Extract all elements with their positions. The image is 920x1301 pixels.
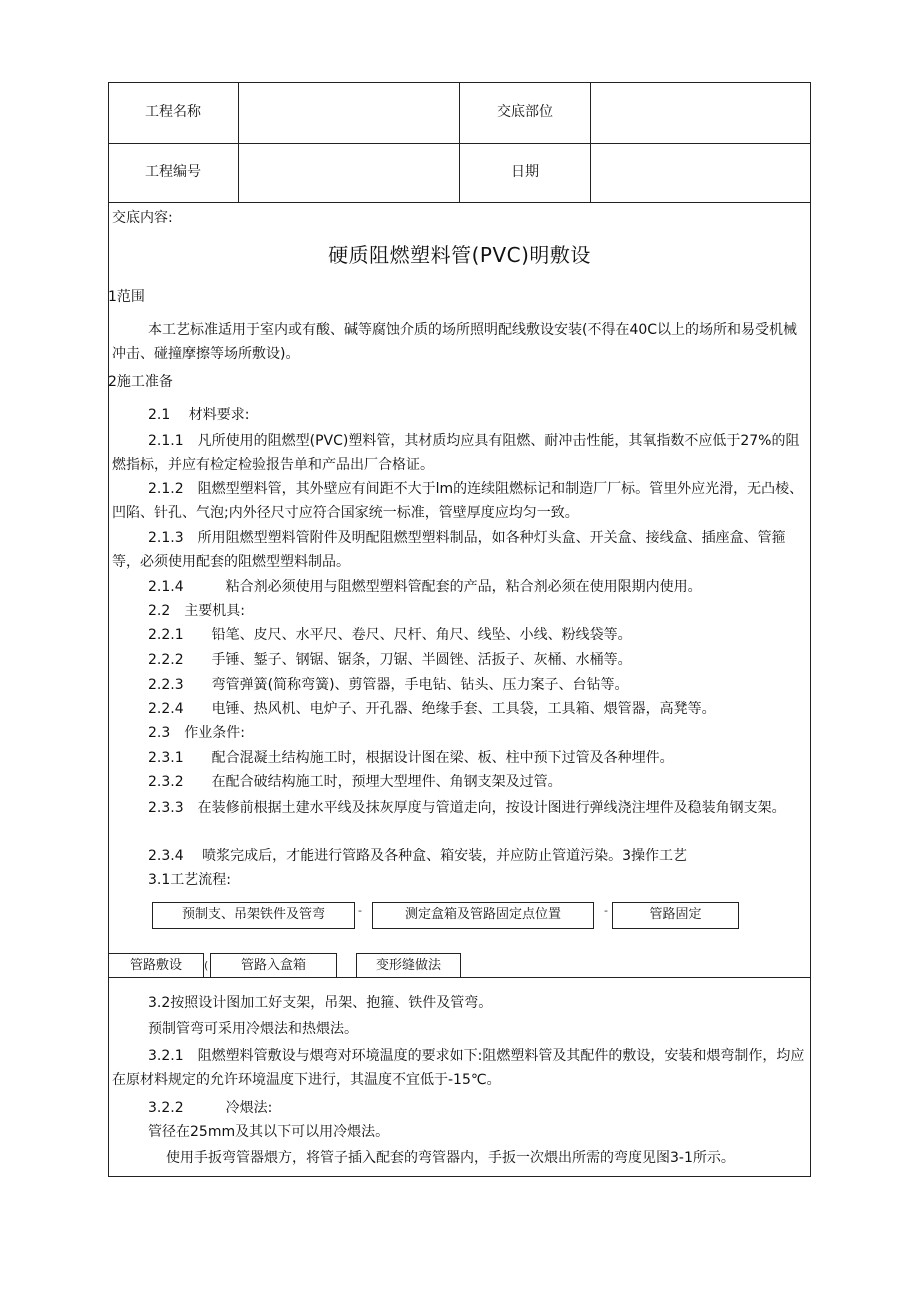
project-name-label: 工程名称: [145, 104, 201, 120]
flow-step-fix: 管路固定: [612, 902, 739, 929]
project-number-label: 工程编号: [145, 164, 201, 180]
section-2-1-4: 2.1.4 粘合剂必须使用与阻燃型塑料管配套的产品，粘合剂必须在使用限期内使用。: [148, 579, 702, 595]
section-2-2-heading: 2.2 主要机具:: [148, 603, 245, 619]
section-3-2-2-heading: 3.2.2 冷煨法:: [148, 1100, 273, 1116]
flow-arrow-icon: -: [604, 904, 608, 917]
section-2-3-heading: 2.3 作业条件:: [148, 725, 245, 741]
header-divider-2: [108, 202, 811, 203]
section-3-2-note: 预制管弯可采用冷煨法和热煨法。: [148, 1021, 358, 1037]
section-2-3-4: 2.3.4 喷浆完成后，才能进行管路及各种盒、箱安装，并应防止管道污染。3操作工艺: [148, 848, 687, 864]
flow-connector-icon: (: [204, 959, 209, 972]
flow-step-into-box: 管路入盒箱: [210, 953, 337, 978]
section-2-2-1: 2.2.1 铅笔、皮尺、水平尺、卷尺、尺杆、角尺、线坠、小线、粉线袋等。: [148, 627, 632, 643]
header-col-divider-3: [590, 82, 591, 202]
section-1-paragraph: 本工艺标准适用于室内或有酸、碱等腐蚀介质的场所照明配线敷设安装(不得在40C以上的场所和易受机械冲击、碰撞摩擦等场所敷设)。: [112, 322, 798, 362]
section-3-2-2-b: 使用手扳弯管器煨方，将管子插入配套的弯管器内，手扳一次煨出所需的弯度见图3-1所示。: [166, 1150, 735, 1166]
section-2-3-2: 2.3.2 在配合破结构施工时，预埋大型埋件、角钢支架及过管。: [148, 774, 562, 790]
section-2-2-4: 2.2.4 电锤、热风机、电炉子、开孔器、绝缘手套、工具袋，工具箱、煨管器，高凳等。: [148, 701, 716, 717]
section-1-heading: 1范围: [108, 289, 145, 305]
section-2-1-heading: 2.1 材料要求:: [148, 407, 250, 423]
flow-step-expansion-joint: 变形缝做法: [356, 953, 461, 978]
section-2-3-3: 2.3.3 在装修前根据土建水平线及抹灰厚度与管道走向，按设计图进行弹线浇注埋件及稳装角钢支架。: [148, 800, 786, 816]
section-2-1-1: 2.1.1 凡所使用的阻燃型(PVC)塑料管，其材质均应具有阻燃、耐冲击性能，其氧指数不应低于27%的阻燃指标，并应有检定检验报告单和产品出厂合格证。: [112, 433, 800, 473]
section-3-2-heading: 3.2按照设计图加工好支架，吊架、抱箍、铁件及管弯。: [148, 995, 493, 1011]
section-2-3-1: 2.3.1 配合混凝土结构施工时，根据设计图在梁、板、柱中预下过管及各种埋件。: [148, 750, 674, 766]
section-2-1-2: 2.1.2 阻燃型塑料管，其外壁应有间距不大于lm的连续阻燃标记和制造厂厂标。管里外应光滑，无凸棱、凹陷、针孔、气泡;内外径尺寸应符合国家统一标准，管壁厚度应均匀一致。: [112, 481, 804, 521]
content-label: 交底内容:: [112, 210, 173, 226]
flow-step-prefab: 预制支、吊架铁件及管弯: [152, 902, 355, 929]
handover-part-label: 交底部位: [497, 104, 553, 120]
section-2-2-3: 2.2.3 弯管弹簧(简称弯簧)、剪管器，手电钻、钻头、压力案子、台钻等。: [148, 677, 629, 693]
flow-step-lay: 管路敷设: [108, 953, 204, 978]
section-2-heading: 2施工准备: [108, 374, 173, 390]
flow-step-locate: 测定盒箱及管路固定点位置: [372, 902, 594, 929]
section-2-2-2: 2.2.2 手锤、錾子、钢锯、锯条，刀锯、半圆锉、活扳子、灰桶、水桶等。: [148, 652, 632, 668]
document-title: 硬质阻燃塑料管(PVC)明敷设: [328, 243, 591, 267]
section-3-2-1: 3.2.1 阻燃塑料管敷设与煨弯对环境温度的要求如下:阻燃塑料管及其配件的敷设，安装和煨弯制作，均应在原材料规定的允许环境温度下进行，其温度不宜低于-15℃。: [112, 1048, 805, 1088]
section-3-1-heading: 3.1工艺流程:: [148, 872, 231, 888]
header-col-divider-1: [238, 82, 239, 202]
flow-arrow-icon: -: [358, 904, 362, 917]
header-col-divider-2: [459, 82, 460, 202]
section-3-2-2-a: 管径在25mm及其以下可以用冷煨法。: [148, 1124, 390, 1140]
section-2-1-3: 2.1.3 所用阻燃型塑料管附件及明配阻燃型塑料制品，如各种灯头盒、开关盒、接线盒、插座盒、管箍等，必须使用配套的阻燃型塑料制品。: [112, 530, 786, 570]
date-label: 日期: [511, 164, 539, 180]
